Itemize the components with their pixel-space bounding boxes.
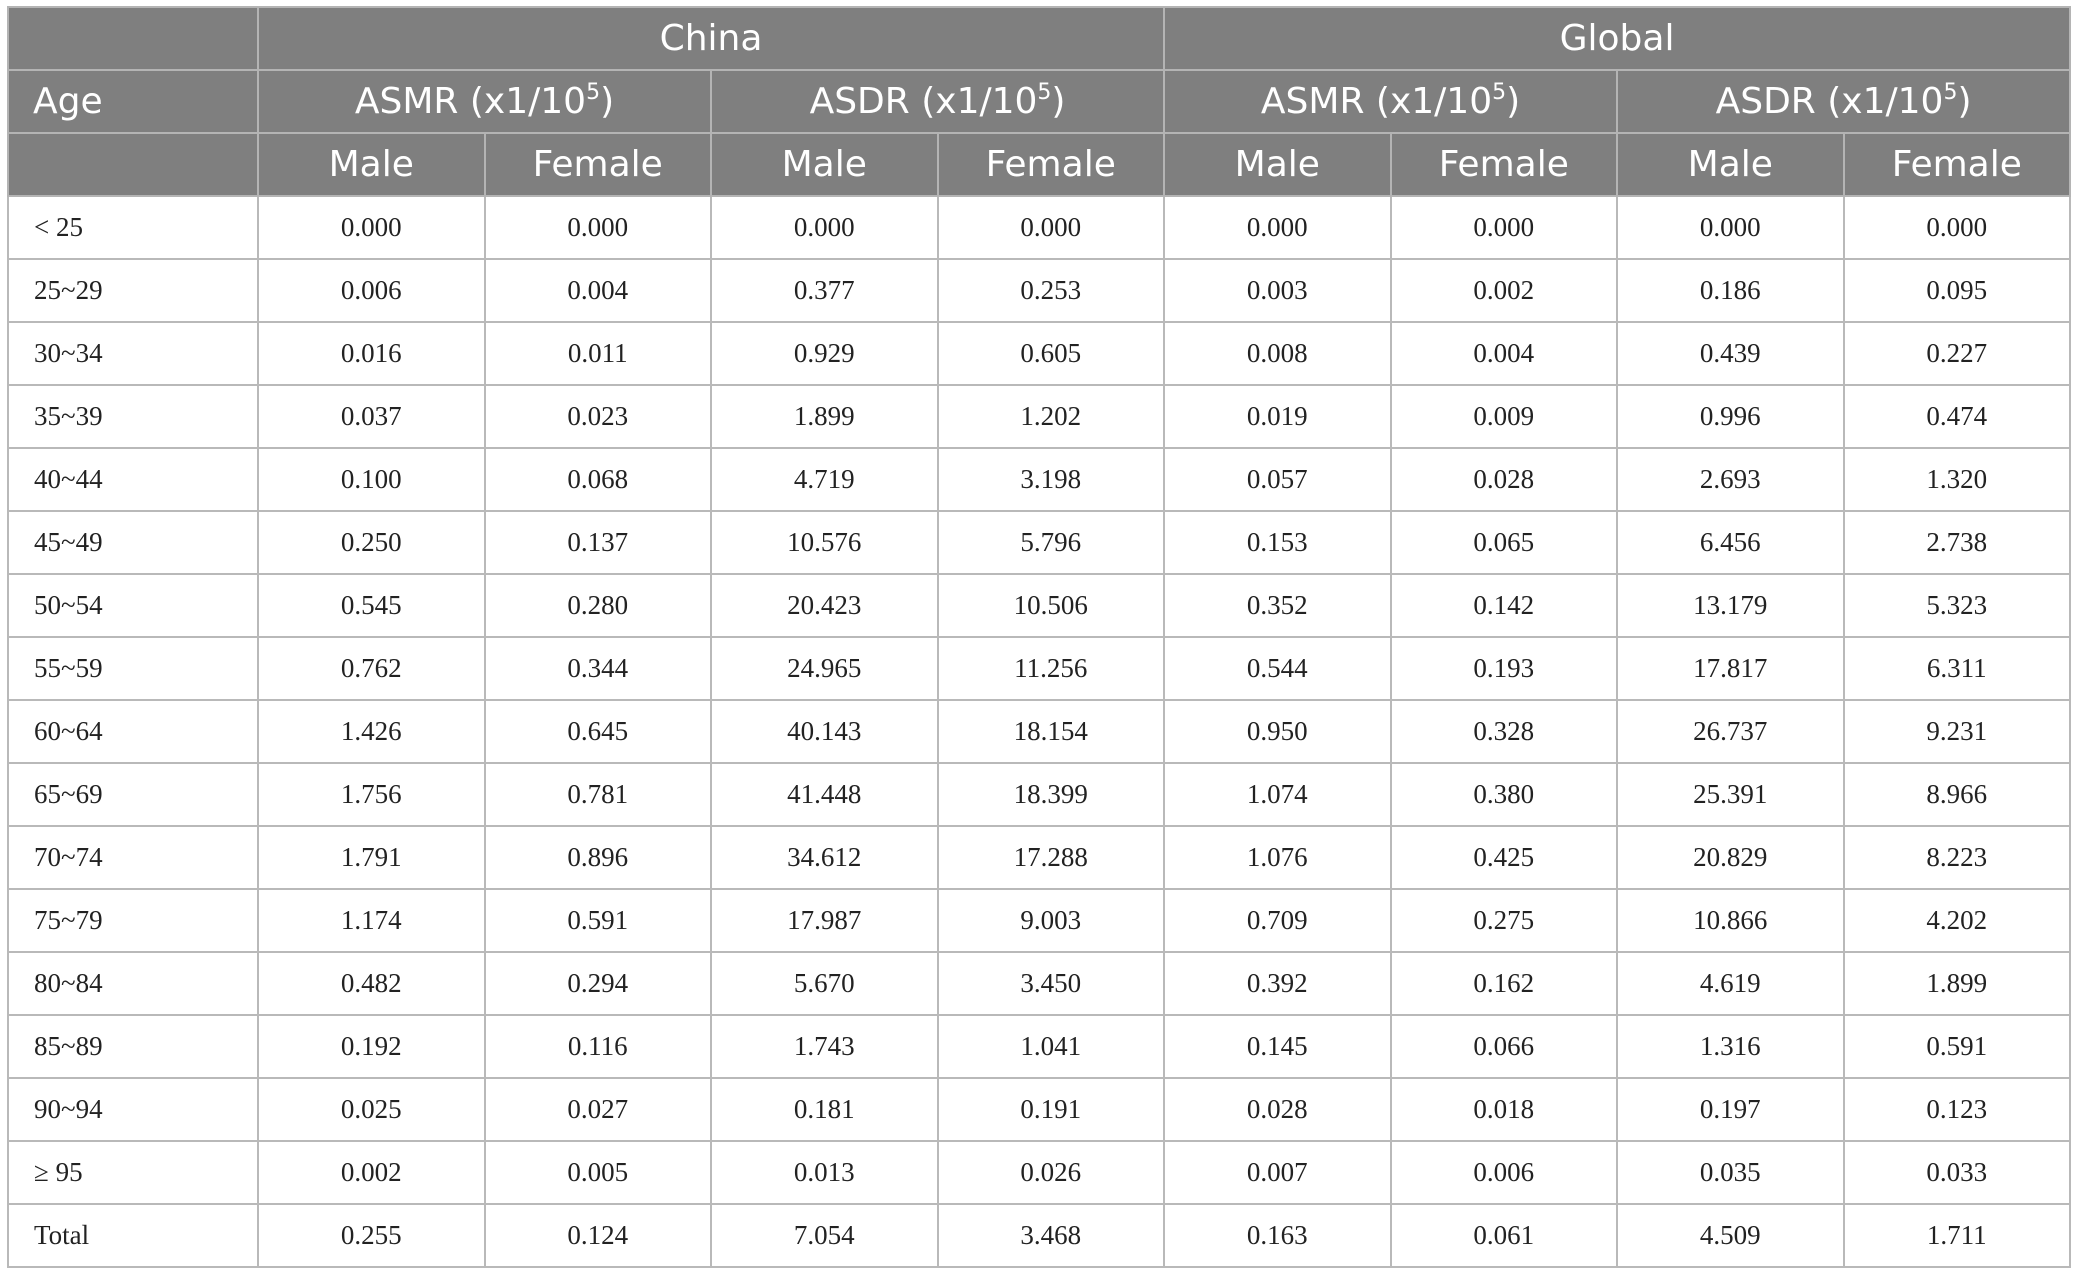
value-cell: 0.013 bbox=[711, 1141, 938, 1204]
age-group-cell: 75~79 bbox=[8, 889, 258, 952]
value-cell: 1.316 bbox=[1617, 1015, 1844, 1078]
value-cell: 0.294 bbox=[485, 952, 712, 1015]
value-cell: 0.380 bbox=[1391, 763, 1618, 826]
value-cell: 4.719 bbox=[711, 448, 938, 511]
value-cell: 0.227 bbox=[1844, 322, 2071, 385]
value-cell: 0.181 bbox=[711, 1078, 938, 1141]
value-cell: 0.996 bbox=[1617, 385, 1844, 448]
value-cell: 0.474 bbox=[1844, 385, 2071, 448]
sex-header: Female bbox=[1844, 133, 2071, 196]
age-group-cell: 25~29 bbox=[8, 259, 258, 322]
value-cell: 0.153 bbox=[1164, 511, 1391, 574]
value-cell: 0.037 bbox=[258, 385, 485, 448]
value-cell: 0.392 bbox=[1164, 952, 1391, 1015]
table-row bbox=[8, 1078, 2070, 1141]
value-cell: 0.000 bbox=[1844, 196, 2071, 259]
value-cell: 0.018 bbox=[1391, 1078, 1618, 1141]
value-cell: 10.576 bbox=[711, 511, 938, 574]
value-cell: 0.255 bbox=[258, 1204, 485, 1267]
value-cell: 1.711 bbox=[1844, 1204, 2071, 1267]
value-cell: 1.899 bbox=[1844, 952, 2071, 1015]
age-group-cell: Total bbox=[8, 1204, 258, 1267]
value-cell: 0.253 bbox=[938, 259, 1165, 322]
value-cell: 17.987 bbox=[711, 889, 938, 952]
value-cell: 0.116 bbox=[485, 1015, 712, 1078]
value-cell: 0.000 bbox=[485, 196, 712, 259]
value-cell: 0.008 bbox=[1164, 322, 1391, 385]
value-cell: 3.450 bbox=[938, 952, 1165, 1015]
value-cell: 1.743 bbox=[711, 1015, 938, 1078]
value-cell: 5.323 bbox=[1844, 574, 2071, 637]
metric-header-global-asdr: ASDR $(x1/10^5)$ bbox=[1617, 70, 2070, 133]
value-cell: 0.425 bbox=[1391, 826, 1618, 889]
value-cell: 0.027 bbox=[485, 1078, 712, 1141]
value-cell: 20.829 bbox=[1617, 826, 1844, 889]
value-cell: 2.693 bbox=[1617, 448, 1844, 511]
value-cell: 0.002 bbox=[258, 1141, 485, 1204]
value-cell: 0.000 bbox=[1617, 196, 1844, 259]
value-cell: 0.250 bbox=[258, 511, 485, 574]
metric-header-global-asmr: ASMR $(x1/10^5)$ bbox=[1164, 70, 1617, 133]
sex-header: Male bbox=[1164, 133, 1391, 196]
table-row bbox=[8, 196, 2070, 259]
table-row bbox=[8, 322, 2070, 385]
value-cell: 0.004 bbox=[485, 259, 712, 322]
sex-header: Male bbox=[711, 133, 938, 196]
value-cell: 0.028 bbox=[1391, 448, 1618, 511]
value-cell: 0.005 bbox=[485, 1141, 712, 1204]
value-cell: 0.006 bbox=[1391, 1141, 1618, 1204]
value-cell: 17.288 bbox=[938, 826, 1165, 889]
value-cell: 0.762 bbox=[258, 637, 485, 700]
age-group-cell: 35~39 bbox=[8, 385, 258, 448]
table-header bbox=[8, 7, 2070, 196]
value-cell: 4.619 bbox=[1617, 952, 1844, 1015]
table-row bbox=[8, 574, 2070, 637]
value-cell: 0.026 bbox=[938, 1141, 1165, 1204]
value-cell: 4.202 bbox=[1844, 889, 2071, 952]
value-cell: 0.004 bbox=[1391, 322, 1618, 385]
value-cell: 34.612 bbox=[711, 826, 938, 889]
value-cell: 26.737 bbox=[1617, 700, 1844, 763]
table-row bbox=[8, 763, 2070, 826]
value-cell: 17.817 bbox=[1617, 637, 1844, 700]
value-cell: 0.009 bbox=[1391, 385, 1618, 448]
value-cell: 8.966 bbox=[1844, 763, 2071, 826]
value-cell: 0.191 bbox=[938, 1078, 1165, 1141]
value-cell: 0.057 bbox=[1164, 448, 1391, 511]
value-cell: 0.186 bbox=[1617, 259, 1844, 322]
value-cell: 0.145 bbox=[1164, 1015, 1391, 1078]
value-cell: 0.192 bbox=[258, 1015, 485, 1078]
value-cell: 0.016 bbox=[258, 322, 485, 385]
value-cell: 7.054 bbox=[711, 1204, 938, 1267]
value-cell: 0.095 bbox=[1844, 259, 2071, 322]
value-cell: 1.074 bbox=[1164, 763, 1391, 826]
value-cell: 0.591 bbox=[1844, 1015, 2071, 1078]
value-cell: 41.448 bbox=[711, 763, 938, 826]
age-group-cell: 30~34 bbox=[8, 322, 258, 385]
value-cell: 1.426 bbox=[258, 700, 485, 763]
value-cell: 0.439 bbox=[1617, 322, 1844, 385]
sex-header: Female bbox=[1391, 133, 1618, 196]
value-cell: 18.154 bbox=[938, 700, 1165, 763]
value-cell: 0.377 bbox=[711, 259, 938, 322]
value-cell: 1.076 bbox=[1164, 826, 1391, 889]
value-cell: 0.000 bbox=[258, 196, 485, 259]
value-cell: 0.100 bbox=[258, 448, 485, 511]
value-cell: 0.781 bbox=[485, 763, 712, 826]
age-group-cell: 65~69 bbox=[8, 763, 258, 826]
table-row bbox=[8, 826, 2070, 889]
data-table-container bbox=[7, 6, 2069, 1268]
value-cell: 1.899 bbox=[711, 385, 938, 448]
value-cell: 0.197 bbox=[1617, 1078, 1844, 1141]
region-header-global: Global bbox=[1164, 7, 2070, 70]
header-corner-top bbox=[8, 7, 258, 70]
value-cell: 24.965 bbox=[711, 637, 938, 700]
age-group-cell: 55~59 bbox=[8, 637, 258, 700]
value-cell: 0.003 bbox=[1164, 259, 1391, 322]
age-group-cell: 70~74 bbox=[8, 826, 258, 889]
value-cell: 13.179 bbox=[1617, 574, 1844, 637]
value-cell: 9.231 bbox=[1844, 700, 2071, 763]
value-cell: 0.000 bbox=[938, 196, 1165, 259]
metric-header-china-asdr: ASDR $(x1/10^5)$ bbox=[711, 70, 1164, 133]
value-cell: 18.399 bbox=[938, 763, 1165, 826]
value-cell: 0.163 bbox=[1164, 1204, 1391, 1267]
value-cell: 0.645 bbox=[485, 700, 712, 763]
table-row bbox=[8, 952, 2070, 1015]
value-cell: 2.738 bbox=[1844, 511, 2071, 574]
value-cell: 0.000 bbox=[1391, 196, 1618, 259]
value-cell: 40.143 bbox=[711, 700, 938, 763]
sex-header: Female bbox=[485, 133, 712, 196]
value-cell: 10.506 bbox=[938, 574, 1165, 637]
value-cell: 0.709 bbox=[1164, 889, 1391, 952]
age-group-cell: 50~54 bbox=[8, 574, 258, 637]
value-cell: 0.545 bbox=[258, 574, 485, 637]
header-row-region bbox=[8, 7, 2070, 70]
table-row bbox=[8, 259, 2070, 322]
value-cell: 0.000 bbox=[1164, 196, 1391, 259]
header-corner-bottom bbox=[8, 133, 258, 196]
age-group-cell: 60~64 bbox=[8, 700, 258, 763]
value-cell: 1.791 bbox=[258, 826, 485, 889]
table-row bbox=[8, 448, 2070, 511]
value-cell: 0.011 bbox=[485, 322, 712, 385]
value-cell: 0.065 bbox=[1391, 511, 1618, 574]
value-cell: 0.482 bbox=[258, 952, 485, 1015]
table-row bbox=[8, 511, 2070, 574]
value-cell: 3.468 bbox=[938, 1204, 1165, 1267]
value-cell: 8.223 bbox=[1844, 826, 2071, 889]
value-cell: 1.174 bbox=[258, 889, 485, 952]
table-row bbox=[8, 700, 2070, 763]
value-cell: 0.142 bbox=[1391, 574, 1618, 637]
value-cell: 0.000 bbox=[711, 196, 938, 259]
value-cell: 1.320 bbox=[1844, 448, 2071, 511]
age-group-cell: 80~84 bbox=[8, 952, 258, 1015]
value-cell: 0.344 bbox=[485, 637, 712, 700]
value-cell: 0.035 bbox=[1617, 1141, 1844, 1204]
value-cell: 25.391 bbox=[1617, 763, 1844, 826]
value-cell: 0.162 bbox=[1391, 952, 1618, 1015]
value-cell: 0.328 bbox=[1391, 700, 1618, 763]
value-cell: 0.025 bbox=[258, 1078, 485, 1141]
table-row bbox=[8, 1015, 2070, 1078]
value-cell: 0.275 bbox=[1391, 889, 1618, 952]
age-group-cell: ≥ 95 bbox=[8, 1141, 258, 1204]
value-cell: 5.670 bbox=[711, 952, 938, 1015]
value-cell: 0.950 bbox=[1164, 700, 1391, 763]
value-cell: 11.256 bbox=[938, 637, 1165, 700]
value-cell: 0.023 bbox=[485, 385, 712, 448]
header-row-sex bbox=[8, 133, 2070, 196]
table-row bbox=[8, 889, 2070, 952]
value-cell: 0.591 bbox=[485, 889, 712, 952]
value-cell: 4.509 bbox=[1617, 1204, 1844, 1267]
value-cell: 0.123 bbox=[1844, 1078, 2071, 1141]
value-cell: 5.796 bbox=[938, 511, 1165, 574]
value-cell: 0.896 bbox=[485, 826, 712, 889]
metric-header-china-asmr: ASMR $(x1/10^5)$ bbox=[258, 70, 711, 133]
sex-header: Male bbox=[258, 133, 485, 196]
age-column-header: Age bbox=[8, 70, 258, 133]
age-group-cell: 45~49 bbox=[8, 511, 258, 574]
value-cell: 1.756 bbox=[258, 763, 485, 826]
value-cell: 0.605 bbox=[938, 322, 1165, 385]
age-sex-rate-table bbox=[7, 6, 2071, 1268]
value-cell: 3.198 bbox=[938, 448, 1165, 511]
value-cell: 6.456 bbox=[1617, 511, 1844, 574]
value-cell: 0.033 bbox=[1844, 1141, 2071, 1204]
value-cell: 0.007 bbox=[1164, 1141, 1391, 1204]
sex-header: Male bbox=[1617, 133, 1844, 196]
age-group-cell: 90~94 bbox=[8, 1078, 258, 1141]
value-cell: 6.311 bbox=[1844, 637, 2071, 700]
table-row bbox=[8, 637, 2070, 700]
value-cell: 0.280 bbox=[485, 574, 712, 637]
value-cell: 0.019 bbox=[1164, 385, 1391, 448]
sex-header: Female bbox=[938, 133, 1165, 196]
value-cell: 0.068 bbox=[485, 448, 712, 511]
table-row bbox=[8, 1141, 2070, 1204]
value-cell: 0.193 bbox=[1391, 637, 1618, 700]
value-cell: 0.137 bbox=[485, 511, 712, 574]
value-cell: 0.002 bbox=[1391, 259, 1618, 322]
value-cell: 0.124 bbox=[485, 1204, 712, 1267]
value-cell: 0.929 bbox=[711, 322, 938, 385]
value-cell: 1.202 bbox=[938, 385, 1165, 448]
age-group-cell: 85~89 bbox=[8, 1015, 258, 1078]
value-cell: 0.352 bbox=[1164, 574, 1391, 637]
region-header-china: China bbox=[258, 7, 1164, 70]
value-cell: 0.061 bbox=[1391, 1204, 1618, 1267]
age-group-cell: < 25 bbox=[8, 196, 258, 259]
header-row-metric bbox=[8, 70, 2070, 133]
value-cell: 0.544 bbox=[1164, 637, 1391, 700]
value-cell: 0.066 bbox=[1391, 1015, 1618, 1078]
value-cell: 0.006 bbox=[258, 259, 485, 322]
value-cell: 1.041 bbox=[938, 1015, 1165, 1078]
table-body bbox=[8, 196, 2070, 1267]
value-cell: 0.028 bbox=[1164, 1078, 1391, 1141]
value-cell: 10.866 bbox=[1617, 889, 1844, 952]
age-group-cell: 40~44 bbox=[8, 448, 258, 511]
value-cell: 20.423 bbox=[711, 574, 938, 637]
value-cell: 9.003 bbox=[938, 889, 1165, 952]
table-row bbox=[8, 385, 2070, 448]
